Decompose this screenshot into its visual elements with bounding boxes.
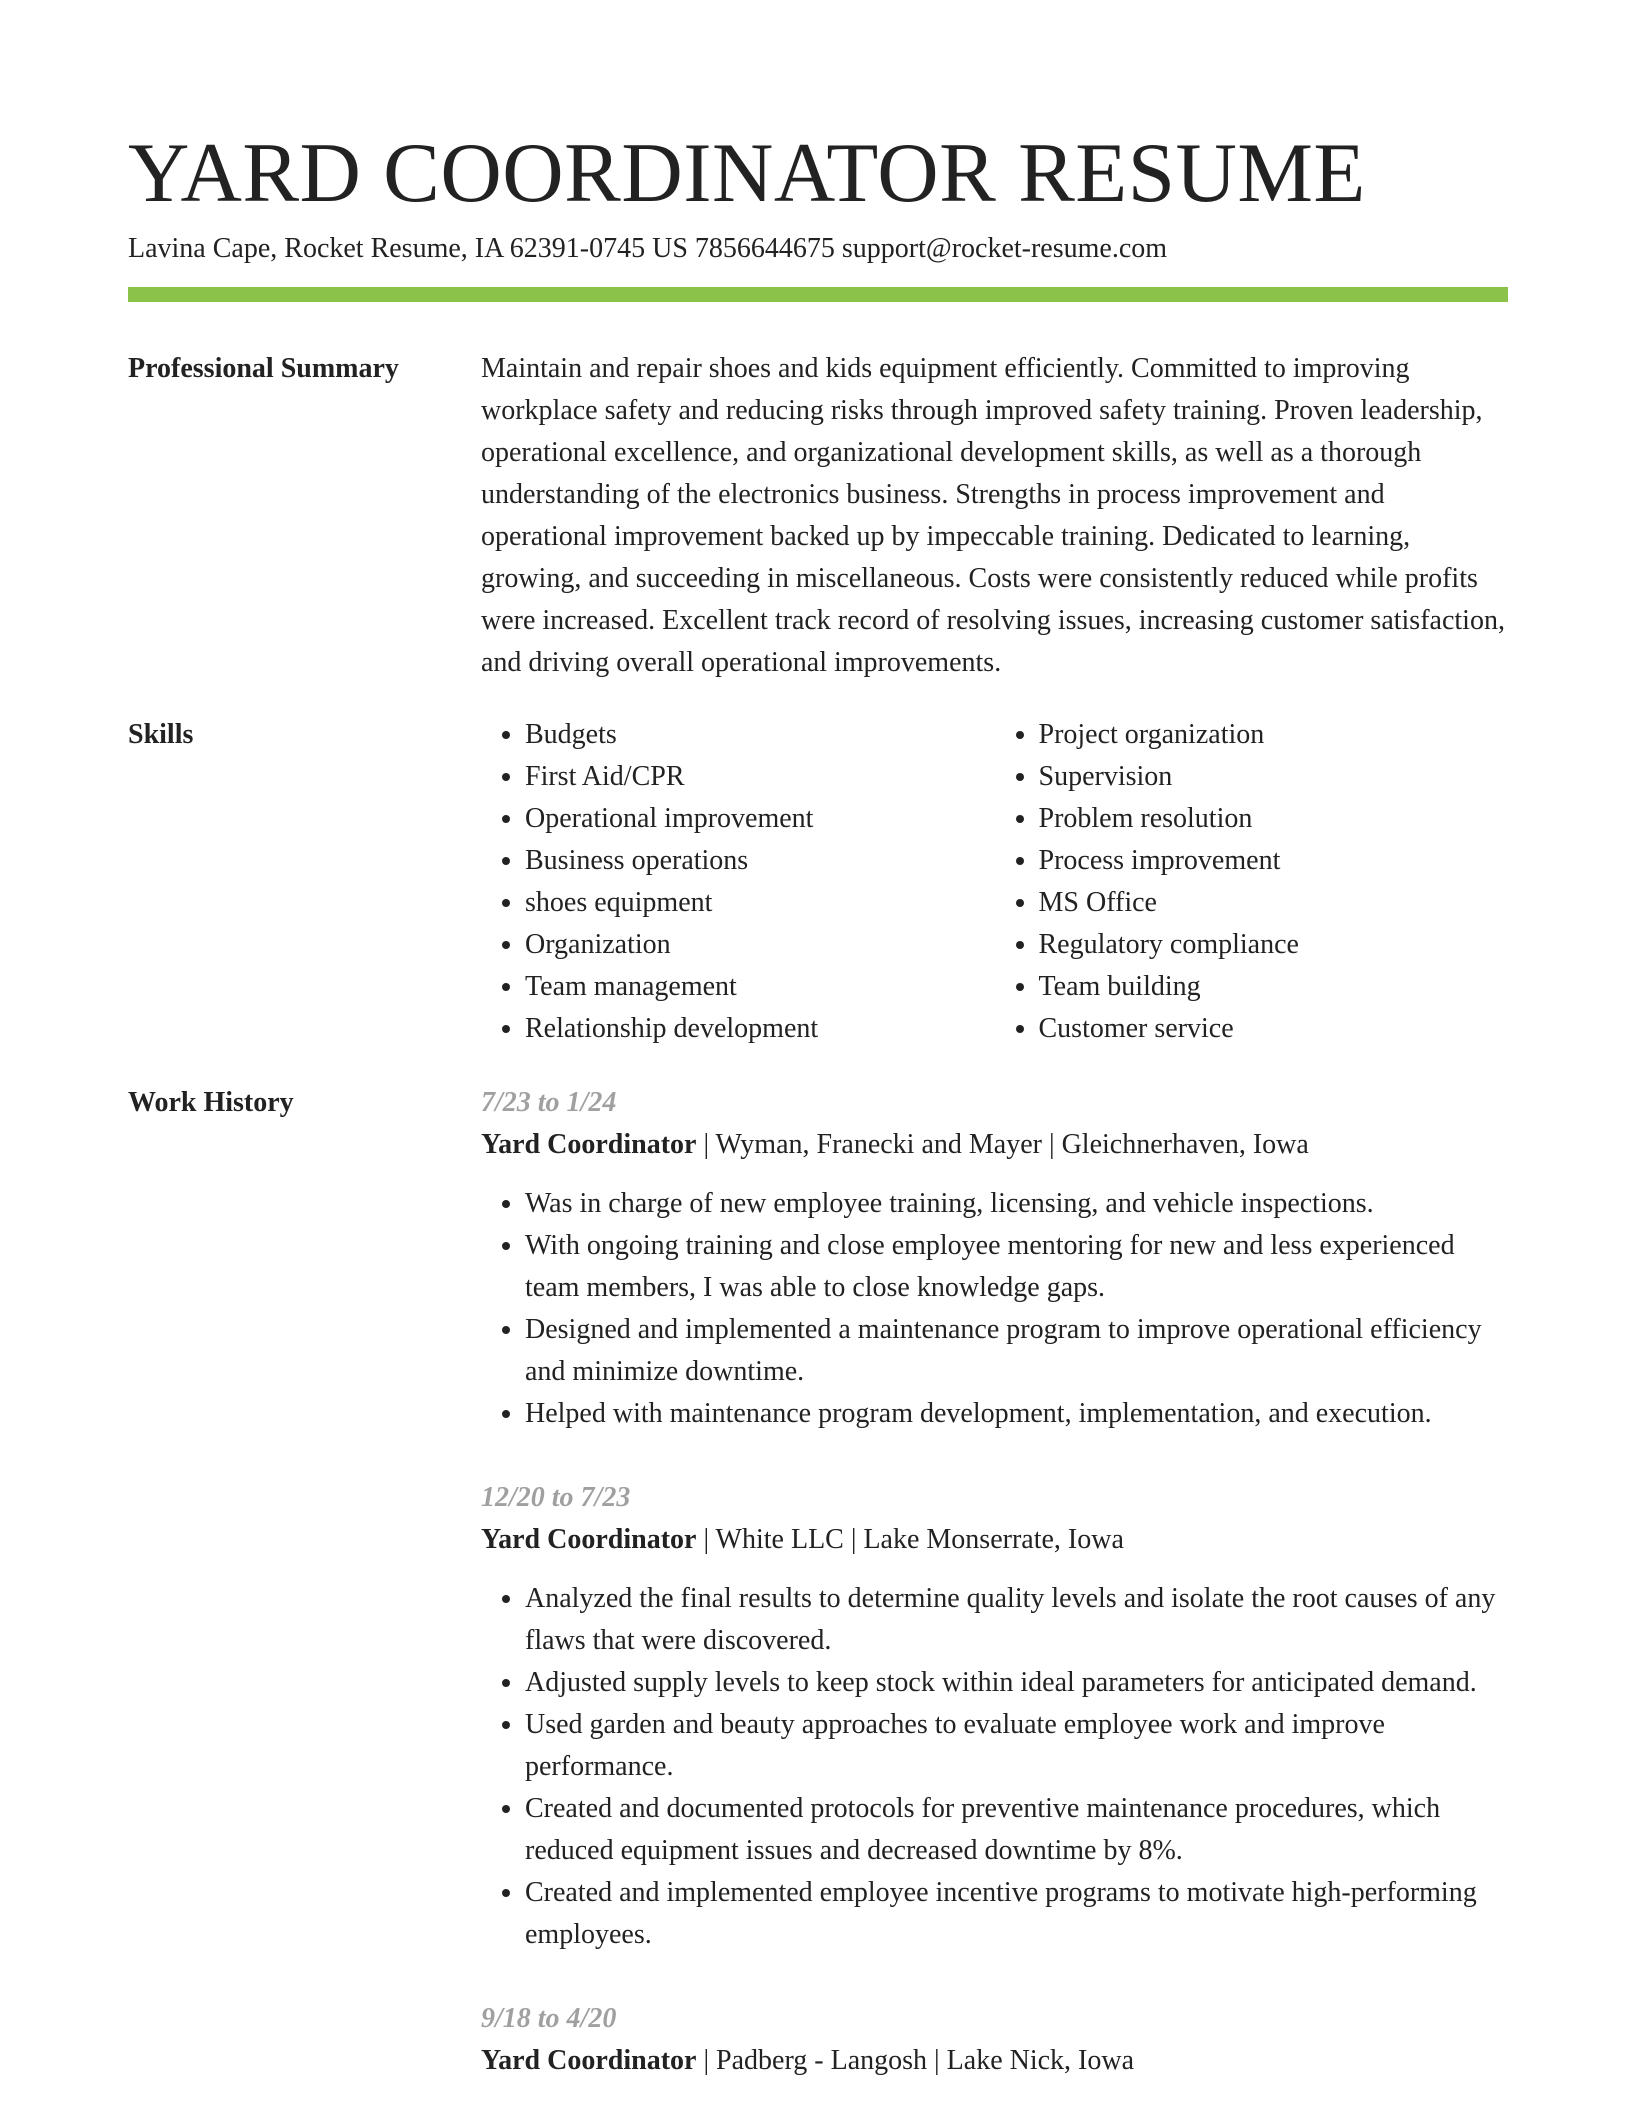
job-entry [481,1998,1508,2082]
skill-item: • Relationship development [525,1008,995,1050]
job-company-location: | Padberg - Langosh | Lake Nick, Iowa [696,2045,1135,2076]
skill-item: • First Aid/CPR [525,756,995,798]
job-dates: 9/18 to 4/20 [481,2003,617,2034]
job-bullet: • Was in charge of new employee training, licensing, and vehicle inspections. [525,1183,1508,1225]
job-bullet: • Created and documented protocols for preventive maintenance procedures, which reduced equipment issues and decreased downtime by 8%. [525,1788,1508,1872]
job-heading [481,2040,1508,2082]
job-dates: 7/23 to 1/24 [481,1087,617,1118]
skill-item: • Supervision [1039,756,1509,798]
job-bullet: • Helped with maintenance program development, implementation, and execution. [525,1393,1508,1435]
job-bullet: • Adjusted supply levels to keep stock within ideal parameters for anticipated demand. [525,1662,1508,1704]
job-bullet: • Used garden and beauty approaches to evaluate employee work and improve performance. [525,1704,1508,1788]
skill-item: • Process improvement [1039,840,1509,882]
summary-body [481,348,1508,684]
work-history-body [481,1082,1508,2124]
job-company-location: | Wyman, Franecki and Mayer | Gleichnerhaven, Iowa [696,1129,1309,1160]
skill-item: • Organization [525,924,995,966]
skill-item: • Problem resolution [1039,798,1509,840]
summary-text: Maintain and repair shoes and kids equipment efficiently. Committed to improving workplace safety and reducing risks through improved safety training. Proven leadership, operational excellence, and organizational development skills, as well as a thorough understanding of the electronics business. Strengths in process improvement and operational improvement backed up by impeccable training. Dedicated to learning, growing, and succeeding in miscellaneous. Costs were consistently reduced while profits were increased. Excellent track record of resolving issues, increasing customer satisfaction, and driving overall operational improvements. [481,353,1505,678]
job-bullet-list [481,1578,1508,1956]
job-title: Yard Coordinator [481,1129,697,1160]
skill-item: • Regulatory compliance [1039,924,1509,966]
skill-item: • Project organization [1039,714,1509,756]
job-bullet: • With ongoing training and close employee mentoring for new and less experienced team members, I was able to close knowledge gaps. [525,1225,1508,1309]
job-bullet-list [481,1183,1508,1435]
job-company-location: | White LLC | Lake Monserrate, Iowa [696,1524,1124,1555]
skill-item: • Business operations [525,840,995,882]
skill-item: • shoes equipment [525,882,995,924]
skills-list-left [481,714,995,1050]
accent-divider [128,287,1508,302]
job-entry [481,1477,1508,1956]
job-bullet: • Designed and implemented a maintenance program to improve operational efficiency and minimize downtime. [525,1309,1508,1393]
job-title: Yard Coordinator [481,2045,697,2076]
job-heading [481,1519,1508,1561]
skill-item: • Customer service [1039,1008,1509,1050]
section-label-summary: Professional Summary [128,353,399,384]
skill-item: • Team building [1039,966,1509,1008]
job-entry [481,1082,1508,1435]
section-label-work-history: Work History [128,1087,294,1118]
contact-info: Lavina Cape, Rocket Resume, IA 62391-0745 US 7856644675 support@rocket-resume.com [128,233,1168,264]
job-bullet: • Analyzed the final results to determine quality levels and isolate the root causes of any flaws that were discovered. [525,1578,1508,1662]
section-label-skills: Skills [128,719,194,750]
skills-body [481,714,1508,1050]
job-title: Yard Coordinator [481,1524,697,1555]
skill-item: • MS Office [1039,882,1509,924]
skill-item: • Team management [525,966,995,1008]
job-heading [481,1124,1508,1166]
resume-title: YARD COORDINATOR RESUME [128,126,1366,220]
job-dates: 12/20 to 7/23 [481,1482,631,1513]
job-bullet: • Created and implemented employee incentive programs to motivate high-performing employees. [525,1872,1508,1956]
skill-item: • Budgets [525,714,995,756]
skill-item: • Operational improvement [525,798,995,840]
skills-list-right [995,714,1509,1050]
